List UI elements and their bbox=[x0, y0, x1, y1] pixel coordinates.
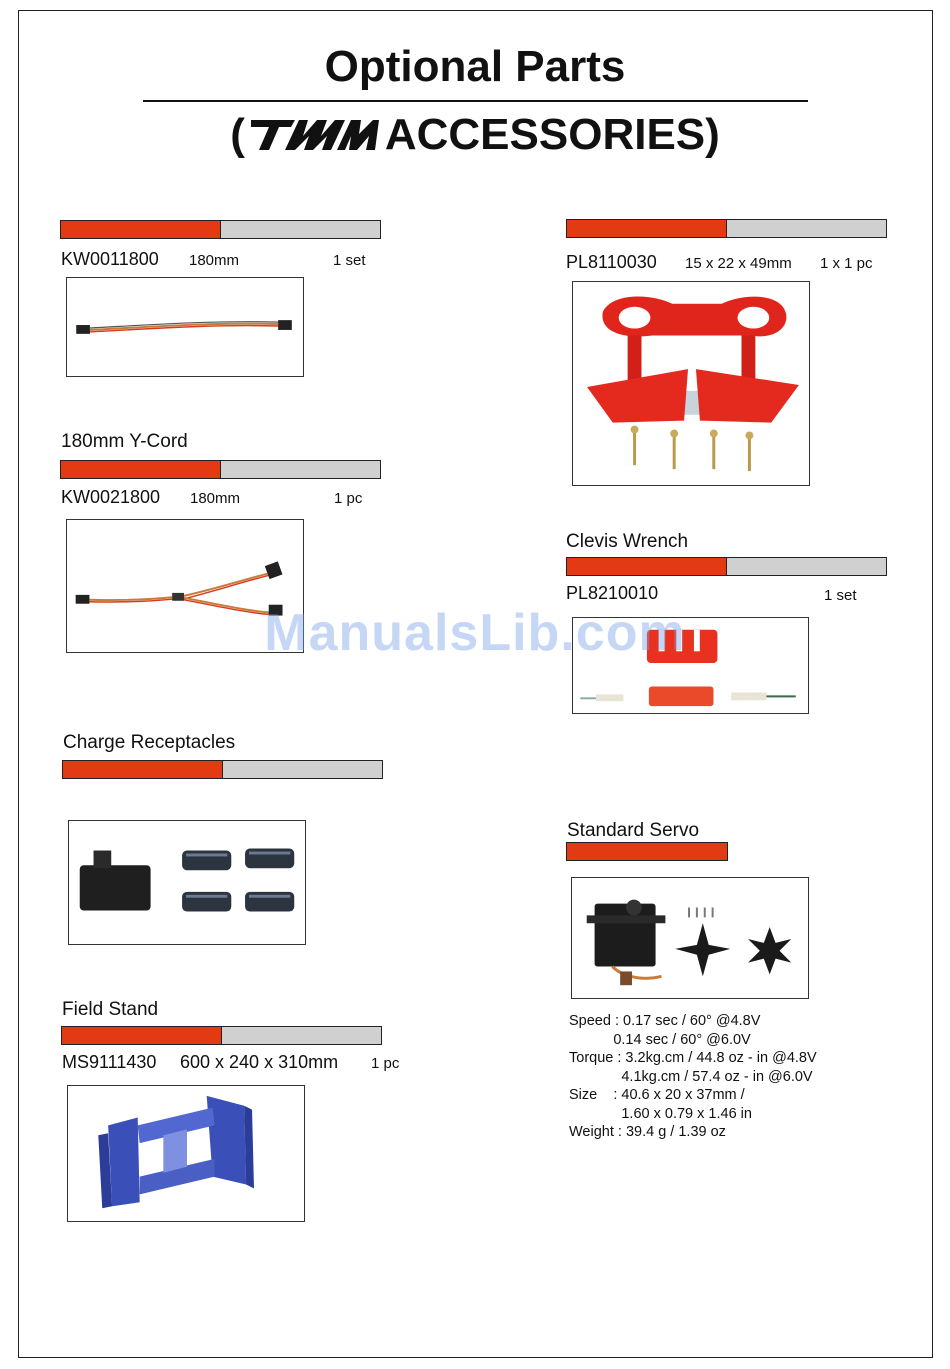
spec-torque-1: Torque : 3.2kg.cm / 44.8 oz - in @4.8V bbox=[569, 1050, 817, 1066]
stand-code: MS9111430 bbox=[62, 1052, 157, 1072]
charge-bar-fill bbox=[63, 761, 223, 778]
servo-title: Standard Servo bbox=[567, 820, 700, 841]
wrench-qty: 1 set bbox=[824, 587, 857, 604]
subtitle-open-paren: ( bbox=[230, 110, 245, 159]
clevis-wrench-icon bbox=[573, 618, 808, 713]
mount-image bbox=[572, 281, 810, 486]
mount-code: PL8110030 bbox=[566, 252, 657, 272]
ycord-bar-fill bbox=[61, 461, 221, 478]
field-stand-icon bbox=[68, 1086, 304, 1221]
ycord-title: 180mm Y-Cord bbox=[61, 431, 188, 452]
stand-title: Field Stand bbox=[62, 999, 159, 1020]
twm-logo-icon bbox=[251, 114, 379, 156]
stand-bar-fill bbox=[62, 1027, 222, 1044]
standard-servo-icon bbox=[572, 878, 808, 998]
wing-mount-icon bbox=[573, 282, 809, 485]
page-title: Optional Parts bbox=[324, 42, 626, 91]
wrench-bar-fill bbox=[567, 558, 727, 575]
mount-progress-bar bbox=[566, 219, 887, 238]
charge-title: Charge Receptacles bbox=[63, 732, 236, 753]
mount-size: 15 x 22 x 49mm bbox=[685, 255, 792, 272]
spec-torque-2: 4.1kg.cm / 57.4 oz - in @6.0V bbox=[569, 1068, 813, 1085]
charge-image bbox=[68, 820, 306, 945]
ycord-size: 180mm bbox=[190, 490, 241, 507]
wrench-progress-bar bbox=[566, 557, 887, 576]
charge-progress-bar bbox=[62, 760, 383, 779]
title-divider bbox=[143, 100, 808, 102]
servo-image bbox=[571, 877, 809, 999]
spec-weight: Weight : 39.4 g / 1.39 oz bbox=[569, 1124, 726, 1140]
stand-qty: 1 pc bbox=[371, 1055, 400, 1072]
wrench-code: PL8210010 bbox=[566, 583, 659, 603]
servo-specs bbox=[569, 1012, 817, 1142]
cord-code: KW0011800 bbox=[61, 249, 159, 269]
charge-receptacle-icon bbox=[69, 821, 305, 944]
ycord-image bbox=[66, 519, 304, 653]
cord-progress-bar bbox=[60, 220, 381, 239]
stand-image bbox=[67, 1085, 305, 1222]
mount-qty: 1 x 1 pc bbox=[820, 255, 873, 272]
spec-speed-2: 0.14 sec / 60° @6.0V bbox=[569, 1031, 751, 1048]
subtitle-text: ACCESSORIES) bbox=[384, 110, 720, 159]
stand-size: 600 x 240 x 310mm bbox=[180, 1052, 339, 1072]
servo-cord-icon bbox=[67, 278, 303, 376]
wrench-image bbox=[572, 617, 809, 714]
page-subtitle bbox=[0, 110, 950, 160]
cord-bar-fill bbox=[61, 221, 221, 238]
cord-qty: 1 set bbox=[333, 252, 366, 269]
ycord-progress-bar bbox=[60, 460, 381, 479]
ycord-qty: 1 pc bbox=[334, 490, 363, 507]
ycord-code: KW0021800 bbox=[61, 487, 161, 507]
spec-speed-1: Speed : 0.17 sec / 60° @4.8V bbox=[569, 1013, 761, 1029]
spec-size-1: Size : 40.6 x 20 x 37mm / bbox=[569, 1087, 745, 1103]
cord-image bbox=[66, 277, 304, 377]
y-cord-icon bbox=[67, 520, 303, 652]
manualslib-watermark: ManualsLib.com bbox=[264, 604, 686, 662]
wrench-title: Clevis Wrench bbox=[566, 531, 689, 552]
cord-size: 180mm bbox=[189, 252, 240, 269]
servo-progress-bar bbox=[566, 842, 728, 861]
servo-bar-fill bbox=[567, 843, 727, 860]
mount-bar-fill bbox=[567, 220, 727, 237]
stand-progress-bar bbox=[61, 1026, 382, 1045]
spec-size-2: 1.60 x 0.79 x 1.46 in bbox=[569, 1105, 752, 1122]
